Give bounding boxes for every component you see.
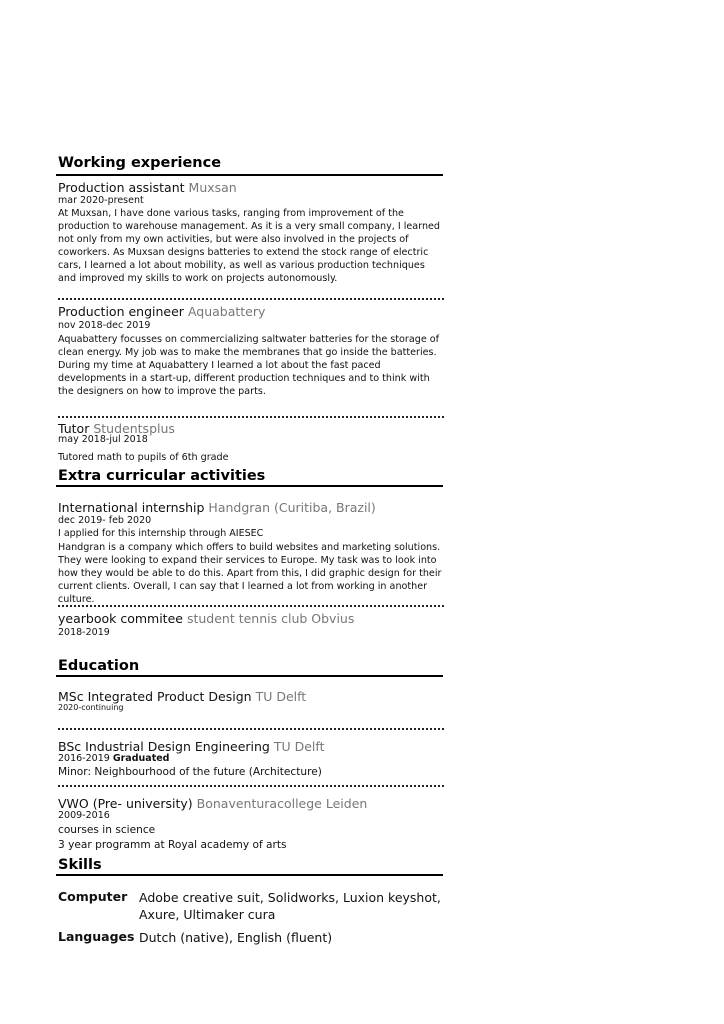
skill-value-computer: Adobe creative suit, Solidworks, Luxion keyshot, Axure, Ultimaker cura <box>139 890 441 922</box>
education-institution: Bonaventuracollege Leiden <box>196 796 368 811</box>
education-degree: BSc Industrial Design Engineering <box>58 739 270 754</box>
activity-dates: dec 2019- feb 2020 <box>58 515 152 526</box>
activity-title: yearbook commitee <box>58 611 183 626</box>
activity-organization: Handgran (Curitiba, Brazil) <box>208 500 376 515</box>
activity-description: Handgran is a company which offers to build websites and marketing solutions. They were looking to expand their services to Europe. My task was to look into how they would be able to do this. Apart from this, I did graphic design for their current clients. Overall, I can say that I learned a lot from working in another culture. <box>58 542 442 605</box>
section-rule <box>56 874 443 876</box>
section-heading-working-experience: Working experience <box>58 155 222 171</box>
job-organization: Aquabattery <box>187 304 266 319</box>
education-dates-line <box>58 753 169 764</box>
job-organization: Studentsplus <box>93 421 175 436</box>
education-degree: MSc Integrated Product Design <box>58 689 252 704</box>
job-title-line <box>58 304 265 319</box>
education-institution: TU Delft <box>273 739 325 754</box>
dotted-divider <box>58 728 444 730</box>
job-description: Tutored math to pupils of 6th grade <box>58 452 229 463</box>
education-minor: Minor: Neighbourhood of the future (Architecture) <box>58 766 322 778</box>
education-title-line <box>58 796 367 811</box>
section-rule <box>56 675 443 677</box>
education-institution: TU Delft <box>255 689 307 704</box>
job-description: At Muxsan, I have done various tasks, ranging from improvement of the production to warehouse management. As it is a very small company, I learned not only from my own activities, but were also involved in the projects of coworkers. As Muxsan designs batteries to extend the stock range of electric cars, I learned a lot about mobility, as well as various production techniques and improved my skills to work on projects autonomously. <box>58 208 441 284</box>
activity-dates: 2018-2019 <box>58 627 110 638</box>
education-title-line <box>58 689 306 704</box>
activity-note: I applied for this internship through AIESEC <box>58 528 264 539</box>
education-dates: 2009-2016 <box>58 810 110 821</box>
section-heading-skills: Skills <box>58 857 102 873</box>
dotted-divider <box>58 416 444 418</box>
job-dates: mar 2020-present <box>58 195 144 206</box>
job-dates: may 2018-jul 2018 <box>58 434 148 445</box>
job-dates: nov 2018-dec 2019 <box>58 320 151 331</box>
education-dates: 2016-2019 <box>58 753 110 764</box>
section-heading-education: Education <box>58 658 140 674</box>
job-description: Aquabattery focusses on commercializing saltwater batteries for the storage of clean energy. My job was to make the membranes that go inside the batteries. During my time at Aquabattery I learned a lot about the fast paced developments in a start-up, different production techniques and to think with the designers on how to improve the parts. <box>58 334 440 397</box>
skill-value-languages: Dutch (native), English (fluent) <box>139 930 333 945</box>
dotted-divider <box>58 298 444 300</box>
activity-title-line <box>58 611 354 626</box>
job-title-line <box>58 180 237 195</box>
job-title: Tutor <box>58 421 90 436</box>
activity-title-line <box>58 500 376 515</box>
activity-title: International internship <box>58 500 205 515</box>
job-title: Production engineer <box>58 304 184 319</box>
education-title-line <box>58 739 325 754</box>
education-note: 3 year programm at Royal academy of arts <box>58 839 287 851</box>
section-rule <box>56 174 443 176</box>
job-title: Production assistant <box>58 180 185 195</box>
graduated-badge: Graduated <box>112 753 170 764</box>
section-rule <box>56 485 443 487</box>
education-degree: VWO (Pre- university) <box>58 796 193 811</box>
dotted-divider <box>58 605 444 607</box>
section-heading-extra-curricular: Extra curricular activities <box>58 468 266 484</box>
job-organization: Muxsan <box>188 180 237 195</box>
education-note: courses in science <box>58 824 156 836</box>
education-dates: 2020-continuing <box>58 703 124 712</box>
activity-organization: student tennis club Obvius <box>186 611 355 626</box>
skill-label-languages: Languages <box>58 929 135 944</box>
skill-label-computer: Computer <box>58 889 128 904</box>
dotted-divider <box>58 785 444 787</box>
